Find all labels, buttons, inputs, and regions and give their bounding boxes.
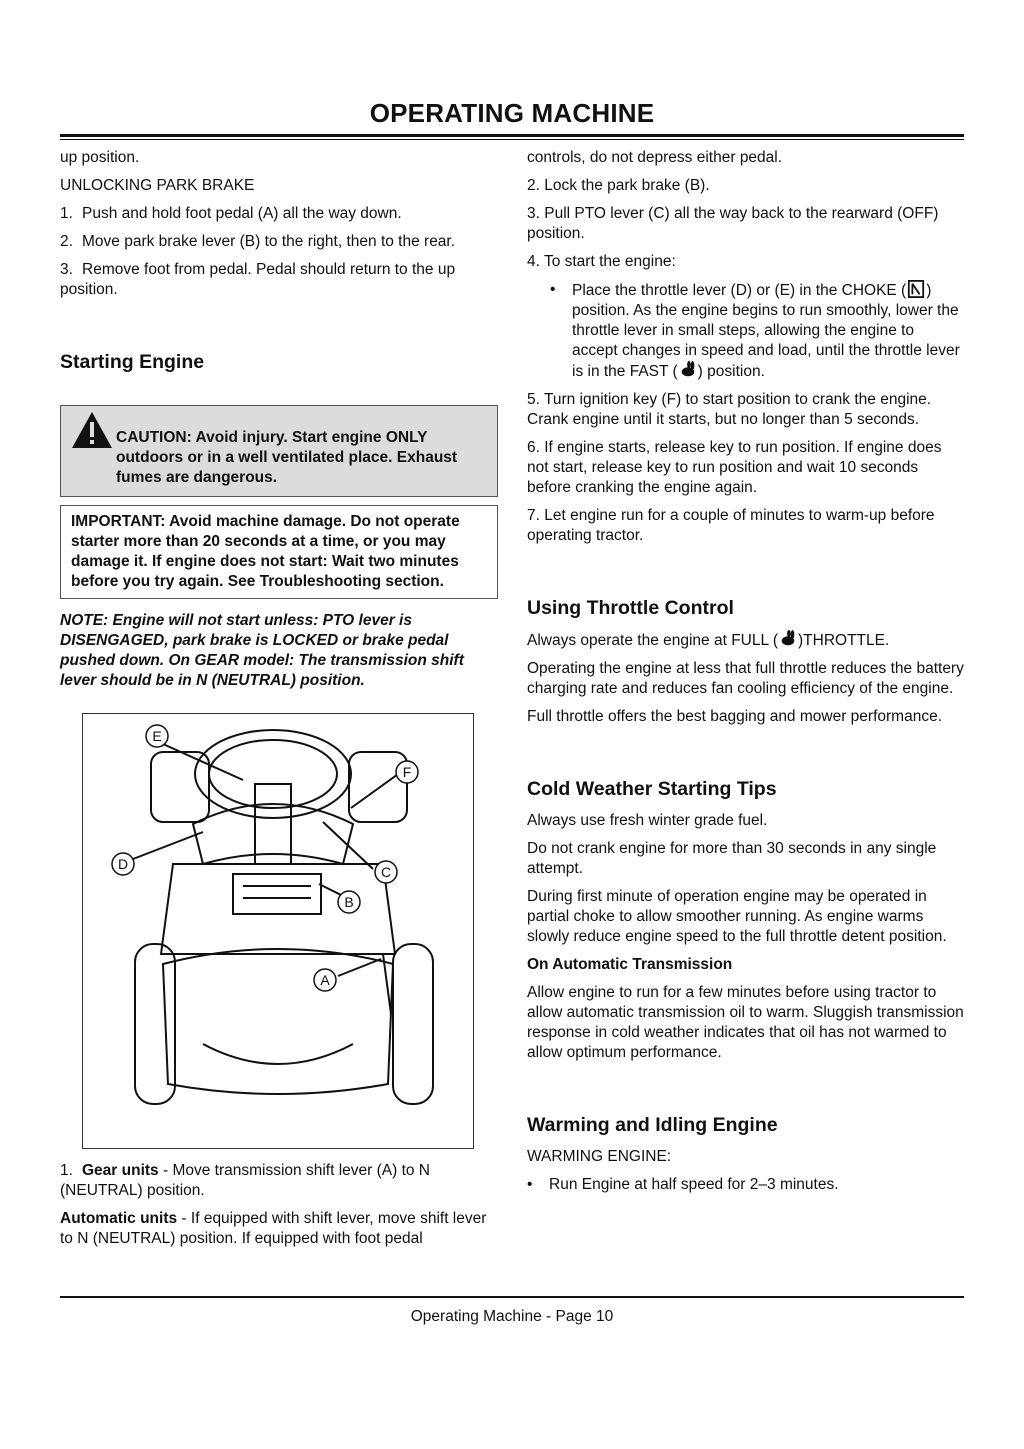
left-column: [60, 148, 498, 1257]
cold-paragraph-3: During first minute of operation engine may be operated in partial choke to allow smoother running. As engine warms slowly reduce engine speed to the full throttle detent position.: [527, 888, 947, 945]
footer-rule: [60, 1296, 964, 1298]
rabbit-fast-icon: [778, 630, 798, 648]
right-front-tire: [349, 752, 407, 822]
choke-icon: [906, 280, 926, 298]
callout-f: F: [402, 764, 412, 780]
callout-e: E: [152, 728, 162, 744]
step-3: 3. Pull PTO lever (C) all the way back to the rearward (OFF) position.: [527, 205, 939, 242]
cold-paragraph-1: Always use fresh winter grade fuel.: [527, 812, 768, 829]
step-3: 3. Remove foot from pedal. Pedal should return to the up position.: [60, 261, 456, 298]
warming-label: WARMING ENGINE:: [527, 1148, 672, 1165]
heading-warming-idling: Warming and Idling Engine: [527, 1114, 778, 1136]
heading-automatic-transmission: On Automatic Transmission: [527, 956, 733, 973]
seat: [163, 949, 393, 1094]
step-2: 2. Lock the park brake (B).: [527, 177, 710, 194]
left-front-tire: [151, 752, 209, 822]
instrument-panel: [233, 874, 321, 914]
header-rule: [60, 134, 964, 137]
caution-text: CAUTION: Avoid injury. Start engine ONLY outdoors or in a well ventilated place. Exhaust fumes are dangerous.: [116, 429, 458, 486]
automatic-paragraph: Allow engine to run for a few minutes before using tractor to allow automatic transmission oil to warm. Sluggish transmission response in cold weather indicates that oil has not warmed to allow optimum performance.: [527, 984, 964, 1061]
step-1: 1. Push and hold foot pedal (A) all the way down.: [60, 205, 402, 222]
tractor-diagram: [83, 714, 473, 1148]
callout-c: C: [380, 864, 392, 880]
cold-paragraph-2: Do not crank engine for more than 30 seconds in any single attempt.: [527, 840, 937, 877]
callout-a: A: [320, 972, 330, 988]
tractor-figure: [82, 713, 474, 1149]
paragraph: controls, do not depress either pedal.: [527, 149, 783, 166]
note-text: NOTE: Engine will not start unless: PTO lever is DISENGAGED, park brake is LOCKED or brake pedal pushed down. On GEAR model: The transmission shift lever should be in N (NEUTRAL) position.: [60, 612, 464, 689]
throttle-paragraph-3: Full throttle offers the best bagging and mower performance.: [527, 708, 942, 725]
step-2: 2. Move park brake lever (B) to the right, then to the rear.: [60, 233, 456, 250]
caution-box: [60, 405, 498, 497]
automatic-units-paragraph: Automatic units - If equipped with shift lever, move shift lever to N (NEUTRAL) position. If equipped with foot pedal: [60, 1210, 487, 1247]
heading-cold-weather: Cold Weather Starting Tips: [527, 778, 777, 800]
gear-units-paragraph: 1. Gear units - Move transmission shift lever (A) to N (NEUTRAL) position.: [60, 1162, 430, 1199]
paragraph: up position.: [60, 149, 140, 166]
rabbit-fast-icon: [678, 361, 698, 379]
subheading-unlocking: UNLOCKING PARK BRAKE: [60, 177, 255, 194]
right-column: [527, 148, 964, 1203]
step-7: 7. Let engine run for a couple of minutes to warm-up before operating tractor.: [527, 507, 935, 544]
right-rear-tire: [393, 944, 433, 1104]
warning-icon: [70, 410, 114, 450]
throttle-paragraph-2: Operating the engine at less that full throttle reduces the battery charging rate and reduces fan cooling efficiency of the engine.: [527, 660, 964, 697]
step-5: 5. Turn ignition key (F) to start position to crank the engine. Crank engine until it starts, but no longer than 5 seconds.: [527, 391, 932, 428]
step-6: 6. If engine starts, release key to run position. If engine does not start, release key to run position and wait 10 seconds before cranking the engine again.: [527, 439, 942, 496]
header-rule-thin: [60, 139, 964, 140]
important-box: IMPORTANT: Avoid machine damage. Do not operate starter more than 20 seconds at a time, or you may damage it. If engine does not start: Wait two minutes before you try again. See Troubleshooting section.: [60, 505, 498, 599]
throttle-paragraph-1: Always operate the engine at FULL ( )THROTTLE.: [527, 632, 890, 649]
heading-starting-engine: Starting Engine: [60, 351, 205, 373]
warming-bullet: • Run Engine at half speed for 2–3 minutes.: [527, 1176, 839, 1193]
page-title: OPERATING MACHINE: [369, 98, 655, 128]
heading-using-throttle: Using Throttle Control: [527, 597, 734, 619]
callout-b: B: [344, 894, 354, 910]
step-4: 4. To start the engine:: [527, 253, 676, 270]
choke-bullet: • Place the throttle lever (D) or (E) in the CHOKE ( ) position. As the engine begins to run smoothly, lower the throttle lever in small steps, allowing the engine to accept changes in speed and load, until the throttle lever is in the FAST ( ) position.: [550, 281, 960, 380]
page-footer: Operating Machine - Page 10: [410, 1308, 614, 1325]
left-rear-tire: [135, 944, 175, 1104]
callout-d: D: [117, 856, 129, 872]
